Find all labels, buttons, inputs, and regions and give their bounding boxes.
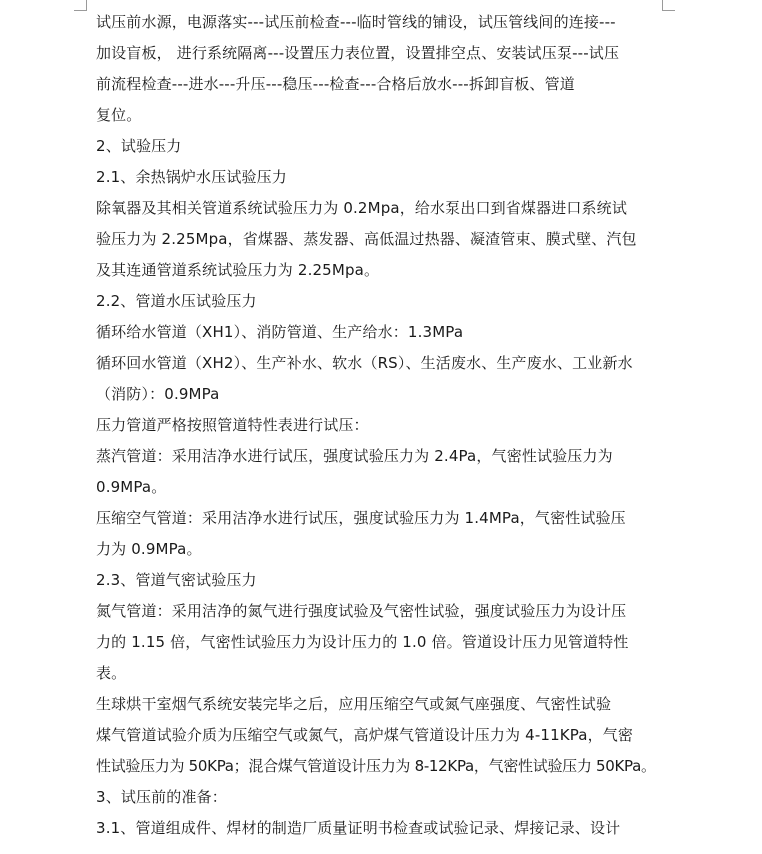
paragraph-line: 压缩空气管道：采用洁净水进行试压，强度试验压力为 1.4MPa，气密性试验压 xyxy=(96,509,626,527)
subsection-heading: 2.3、管道气密试验压力 xyxy=(96,571,257,589)
document-body xyxy=(96,7,656,844)
paragraph-line: 性试验压力为 50KPa；混合煤气管道设计压力为 8-12KPa，气密性试验压力 50KPa。 xyxy=(96,757,656,775)
paragraph-line: 循环给水管道（XH1）、消防管道、生产给水：1.3MPa xyxy=(96,323,464,341)
paragraph-line: 除氧器及其相关管道系统试验压力为 0.2Mpa，给水泵出口到省煤器进口系统试 xyxy=(96,199,627,217)
paragraph-line: 验压力为 2.25Mpa，省煤器、蒸发器、高低温过热器、凝渣管束、膜式壁、汽包 xyxy=(96,230,637,248)
paragraph-line: 生球烘干室烟气系统安装完毕之后，应用压缩空气或氮气座强度、气密性试验 xyxy=(96,695,612,713)
paragraph-line: 复位。 xyxy=(96,106,142,124)
paragraph-line: 及其连通管道系统试验压力为 2.25Mpa。 xyxy=(96,261,380,279)
paragraph-line: 加设盲板， 进行系统隔离---设置压力表位置，设置排空点、安装试压泵---试压 xyxy=(96,44,620,62)
paragraph-line: （消防）：0.9MPa xyxy=(96,385,220,403)
paragraph-line: 力为 0.9MPa。 xyxy=(96,540,202,558)
paragraph-line: 循环回水管道（XH2）、生产补水、软水（RS）、生活废水、生产废水、工业新水 xyxy=(96,354,633,372)
paragraph-line: 氮气管道：采用洁净的氮气进行强度试验及气密性试验，强度试验压力为设计压 xyxy=(96,602,627,620)
paragraph-line: 0.9MPa。 xyxy=(96,478,167,496)
margin-marker-right xyxy=(662,0,675,11)
subsection-heading: 2.1、余热锅炉水压试验压力 xyxy=(96,168,287,186)
paragraph-line: 压力管道严格按照管道特性表进行试压： xyxy=(96,416,369,434)
paragraph-line: 前流程检查---进水---升压---稳压---检查---合格后放水---拆卸盲板、管道 xyxy=(96,75,575,93)
margin-marker-left xyxy=(74,0,87,11)
subsection-heading: 2.2、管道水压试验压力 xyxy=(96,292,257,310)
paragraph-line: 试压前水源，电源落实---试压前检查---临时管线的铺设，试压管线间的连接--- xyxy=(96,13,616,31)
paragraph-line: 蒸汽管道：采用洁净水进行试压，强度试验压力为 2.4Pa，气密性试验压力为 xyxy=(96,447,613,465)
paragraph-line: 力的 1.15 倍，气密性试验压力为设计压力的 1.0 倍。管道设计压力见管道特性 xyxy=(96,633,629,651)
paragraph-line: 煤气管道试验介质为压缩空气或氮气，高炉煤气管道设计压力为 4-11KPa，气密 xyxy=(96,726,634,744)
paragraph-line: 3.1、管道组成件、焊材的制造厂质量证明书检查或试验记录、焊接记录、设计 xyxy=(96,819,621,837)
paragraph-line: 表。 xyxy=(96,664,127,682)
section-heading: 2、试验压力 xyxy=(96,137,182,155)
section-heading: 3、试压前的准备： xyxy=(96,788,227,806)
